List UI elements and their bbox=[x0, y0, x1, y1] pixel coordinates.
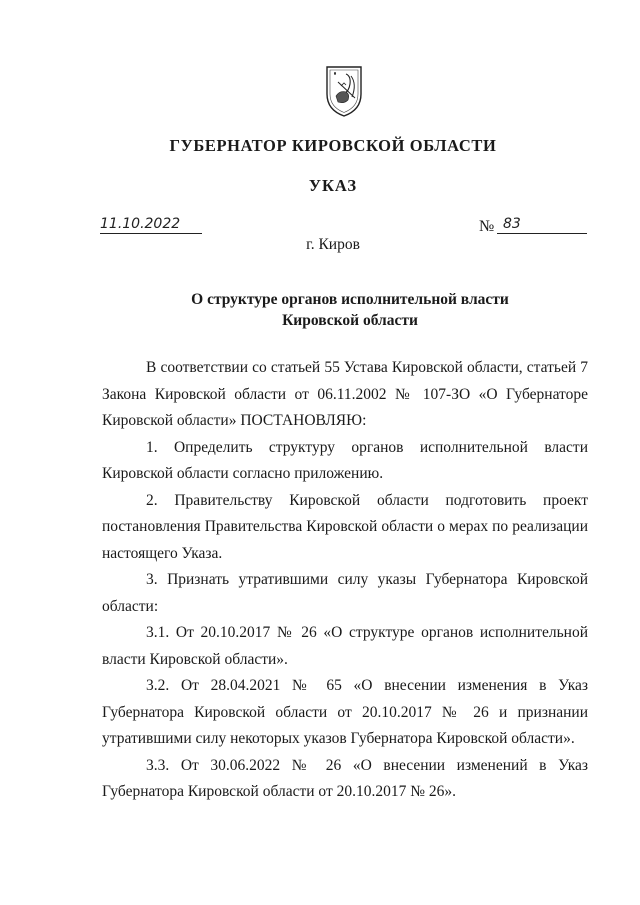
subject-line-1: О структуре органов исполнительной власти bbox=[191, 291, 509, 308]
document-number: 83 bbox=[497, 216, 587, 234]
clause-3-3: 3.3. От 30.06.2022 № 26 «О внесении изменений в Указ Губернатора Кировской области от 20.10.2017 № 26». bbox=[102, 756, 588, 800]
clause-3: 3. Признать утратившими силу указы Губернатора Кировской области: bbox=[102, 571, 588, 615]
clause-2: 2. Правительству Кировской области подготовить проект постановления Правительства Кировской области о мерах по реализации настоящего Указа. bbox=[102, 491, 588, 562]
issue-city: г. Киров bbox=[306, 236, 360, 253]
preamble-paragraph: В соответствии со статьей 55 Устава Кировской области, статьей 7 Закона Кировской области от 06.11.2002 № 107-ЗО «О Губернаторе Кировской области» ПОСТАНОВЛЯЮ: bbox=[102, 359, 588, 429]
kirov-oblast-coat-of-arms-icon bbox=[324, 64, 364, 118]
document-type: УКАЗ bbox=[308, 176, 358, 195]
issuing-authority: ГУБЕРНАТОР КИРОВСКОЙ ОБЛАСТИ bbox=[169, 136, 497, 155]
document-body bbox=[102, 355, 588, 806]
document-date: 11.10.2022 bbox=[100, 216, 202, 234]
number-label: № bbox=[479, 218, 495, 235]
subject-line-2: Кировской области bbox=[282, 312, 418, 329]
clause-3-1: 3.1. От 20.10.2017 № 26 «О структуре органов исполнительной власти Кировской области». bbox=[102, 624, 588, 668]
clause-3-2: 3.2. От 28.04.2021 № 65 «О внесении изменения в Указ Губернатора Кировской области от 20.10.2017 № 26 и признании утратившими силу некоторых указов Губернатора Кировской области». bbox=[102, 677, 588, 747]
document-subject bbox=[120, 289, 580, 331]
clause-1: 1. Определить структуру органов исполнительной власти Кировской области согласно приложению. bbox=[102, 438, 588, 482]
